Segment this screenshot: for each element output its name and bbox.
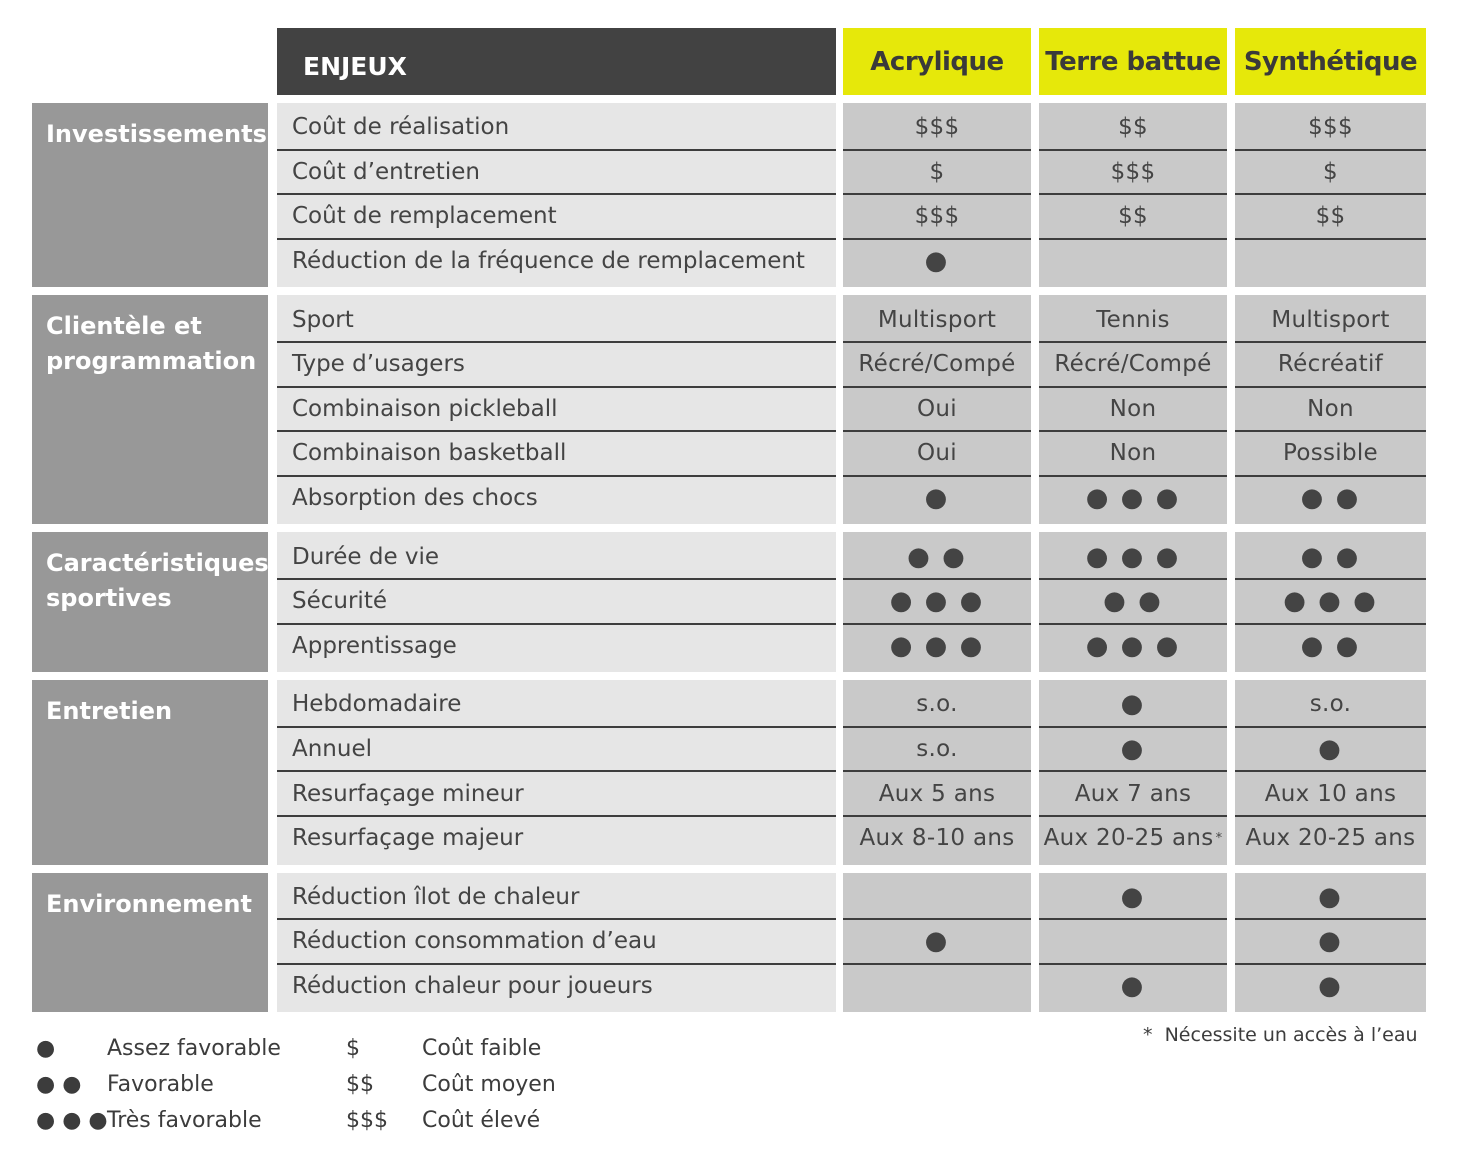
row-value [1039, 534, 1227, 579]
value-text: Tennis [1096, 306, 1170, 333]
value-text: Oui [917, 395, 957, 422]
value-text: $$$ [914, 114, 960, 141]
value-text: Aux 20-25 ans [1043, 825, 1214, 852]
category-3: Entretien [32, 680, 268, 864]
value-text: Multisport [1271, 306, 1390, 333]
value-text: $$ [1315, 203, 1346, 230]
value-text: Non [1109, 395, 1157, 422]
row-value [843, 727, 1031, 772]
row-label: Sport [292, 306, 354, 333]
row-value [1235, 476, 1426, 521]
row-value [1039, 727, 1227, 772]
value-text: $$ [1118, 114, 1148, 141]
value-text: ● [1120, 881, 1146, 912]
row-value [1235, 919, 1426, 964]
row-value [843, 297, 1031, 342]
row-value [1039, 579, 1227, 624]
row-label: Resurfaçage mineur [292, 780, 524, 807]
value-text: $ [1323, 158, 1338, 185]
row-value [1235, 431, 1426, 476]
value-text: Oui [917, 440, 957, 467]
row-label: Durée de vie [292, 543, 440, 570]
row-value [1235, 771, 1426, 816]
legend-dots-3: ● ● ● [36, 1108, 108, 1133]
legend-label-tres-favorable: Très favorable [107, 1108, 262, 1133]
row-value [1039, 875, 1227, 920]
header-enjeux-label: ENJEUX [303, 52, 407, 81]
row-value [843, 534, 1031, 579]
value-text: $ [929, 158, 945, 185]
value-text: ● [1318, 881, 1343, 912]
row-value [1039, 431, 1227, 476]
row-value [843, 194, 1031, 239]
row-label: Absorption des chocs [292, 485, 538, 512]
value-text: Aux 7 ans [1074, 780, 1192, 807]
row-value [1039, 919, 1227, 964]
row-label: Coût de réalisation [292, 114, 510, 141]
row-value [1039, 816, 1227, 861]
row-value [1039, 682, 1227, 727]
row-value [843, 624, 1031, 669]
row-value [1039, 105, 1227, 150]
row-label: Resurfaçage majeur [292, 825, 524, 852]
row-value [843, 342, 1031, 387]
row-value [1039, 297, 1227, 342]
value-text: ● ● [1300, 541, 1361, 572]
value-text: Aux 10 ans [1264, 780, 1397, 807]
value-text: ● [1120, 971, 1146, 1002]
value-text: ● [1318, 971, 1343, 1002]
row-value [1235, 875, 1426, 920]
row-value [1039, 150, 1227, 195]
value-text: Récréatif [1277, 351, 1384, 378]
header-enjeux [277, 28, 836, 95]
value-text: ● ● [1300, 483, 1361, 514]
value-text: ● ● [1103, 586, 1163, 617]
legend-cost-3: $$$ [346, 1108, 388, 1133]
row-value [843, 579, 1031, 624]
row-label: Réduction de la fréquence de remplacement [292, 248, 805, 275]
row-value [1039, 771, 1227, 816]
value-text: ● ● ● [1283, 586, 1378, 617]
legend-label-assez-favorable: Assez favorable [107, 1036, 281, 1061]
row-value [1235, 534, 1426, 579]
row-label: Coût d’entretien [292, 158, 480, 185]
row-value [843, 816, 1031, 861]
row-label: Type d’usagers [292, 351, 465, 378]
row-value [1235, 194, 1426, 239]
value-text: ● ● [1300, 630, 1361, 661]
row-label: Apprentissage [292, 632, 457, 659]
value-text: s.o. [916, 691, 958, 718]
legend-label-cout-eleve: Coût élevé [422, 1108, 541, 1133]
row-label: Combinaison basketball [292, 440, 567, 467]
value-text: s.o. [916, 736, 958, 763]
row-value [843, 682, 1031, 727]
row-label: Coût de remplacement [292, 203, 557, 230]
row-label: Réduction chaleur pour joueurs [292, 973, 653, 1000]
row-value [843, 771, 1031, 816]
value-text: $$$ [914, 203, 960, 230]
value-text: ● [1120, 734, 1146, 765]
footnote-mark: * [1143, 1024, 1153, 1046]
value-text: $$ [1118, 203, 1148, 230]
row-value [1235, 297, 1426, 342]
value-text: ● [1318, 734, 1343, 765]
row-value [1235, 105, 1426, 150]
row-value [1235, 624, 1426, 669]
value-text: ● ● ● [1085, 630, 1181, 661]
category-1: Clientèle et programmation [32, 295, 268, 524]
row-value [843, 964, 1031, 1009]
row-value [1235, 150, 1426, 195]
category-0: Investissements [32, 103, 268, 287]
category-4: Environnement [32, 873, 268, 1013]
row-value [1235, 342, 1426, 387]
row-label: Réduction consommation d’eau [292, 928, 657, 955]
row-value [843, 150, 1031, 195]
legend-dots-1: ● [36, 1036, 56, 1061]
row-value [1039, 624, 1227, 669]
row-value [1039, 387, 1227, 432]
value-text: Non [1109, 440, 1157, 467]
row-value [843, 239, 1031, 284]
row-value [1039, 239, 1227, 284]
row-value [1235, 816, 1426, 861]
footnote [1143, 1024, 1433, 1046]
value-text: ● [924, 483, 950, 514]
row-value [843, 875, 1031, 920]
row-label: Annuel [292, 736, 373, 763]
row-label: Réduction îlot de chaleur [292, 883, 580, 910]
value-text: ● ● ● [889, 586, 985, 617]
row-label: Sécurité [292, 588, 387, 615]
row-value [1235, 964, 1426, 1009]
legend-label-cout-faible: Coût faible [422, 1036, 542, 1061]
value-text: Non [1307, 395, 1354, 422]
value-text: s.o. [1309, 691, 1352, 718]
row-value [1039, 964, 1227, 1009]
header-acrylique: Acrylique [843, 28, 1031, 95]
legend-cost-2: $$ [346, 1072, 374, 1097]
value-text: ● ● ● [889, 630, 985, 661]
row-value [1235, 387, 1426, 432]
row-value [1235, 682, 1426, 727]
value-text: Aux 20-25 ans [1245, 825, 1416, 852]
value-text: ● [924, 246, 950, 277]
value-text: Possible [1282, 440, 1379, 467]
row-value [843, 387, 1031, 432]
row-value [1235, 727, 1426, 772]
row-value [1039, 476, 1227, 521]
legend-label-favorable: Favorable [107, 1072, 214, 1097]
row-value [1235, 239, 1426, 284]
legend-label-cout-moyen: Coût moyen [422, 1072, 556, 1097]
footnote-text: Nécessite un accès à l’eau [1164, 1024, 1418, 1046]
value-text: ● ● [907, 541, 967, 572]
row-value [843, 105, 1031, 150]
value-text: Récré/Compé [1054, 351, 1212, 378]
header-synthetique: Synthétique [1235, 28, 1426, 95]
value-text: ● ● ● [1085, 483, 1181, 514]
legend-dots-2: ● ● [36, 1072, 82, 1097]
value-text: Aux 8-10 ans [859, 825, 1015, 852]
row-value [1235, 579, 1426, 624]
row-value [843, 919, 1031, 964]
category-2: Caractéristiques sportives [32, 532, 268, 672]
row-value [843, 431, 1031, 476]
row-label: Hebdomadaire [292, 691, 462, 718]
value-text: ● ● ● [1085, 541, 1181, 572]
value-text: ● [1120, 689, 1146, 720]
legend [0, 1030, 700, 1145]
value-text: $$$ [1110, 158, 1156, 185]
value-text: Multisport [877, 306, 997, 333]
value-text: ● [924, 926, 950, 957]
value-text: $$$ [1308, 114, 1353, 141]
row-value [843, 476, 1031, 521]
value-text: Récré/Compé [858, 351, 1016, 378]
row-label: Combinaison pickleball [292, 395, 558, 422]
legend-cost-1: $ [346, 1036, 360, 1061]
row-value [1039, 194, 1227, 239]
value-text: Aux 5 ans [878, 780, 996, 807]
header-terre-battue: Terre battue [1039, 28, 1227, 95]
footnote-marker: * [1215, 830, 1223, 846]
row-value [1039, 342, 1227, 387]
value-text: ● [1318, 926, 1343, 957]
